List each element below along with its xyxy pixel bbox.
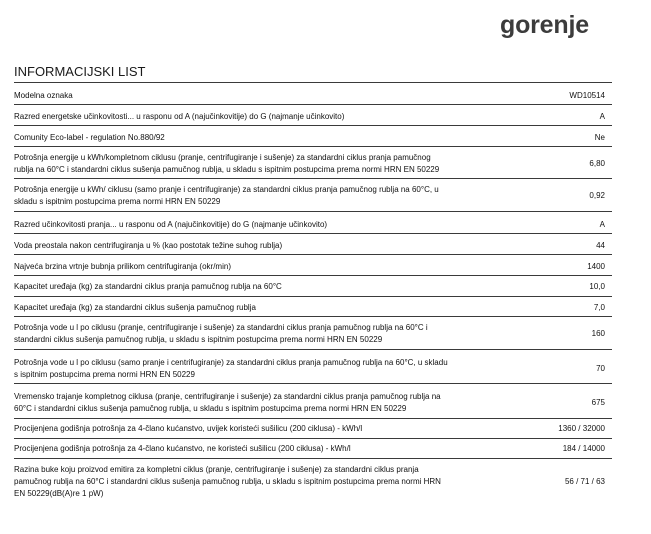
spec-value: Ne xyxy=(594,133,605,142)
spec-label-line: Vremensko trajanje kompletnog ciklusa (pranje, centrifugiranje i sušenje) za standardni ciklus pranja pamučnog rublja na xyxy=(14,392,441,401)
spec-value: 7,0 xyxy=(593,303,605,312)
spec-label-line: pamučnog rublja na 60°C i standardni ciklus sušenja pamučnog rublja, u skladu s ispitnim postupcima prema normi HRN xyxy=(14,476,441,486)
row-eco-label xyxy=(14,126,612,147)
spec-label-line: 60°C i standardni ciklus sušenja pamučnog rublja, u skladu s ispitnim postupcima prema normi HRN EN 50229 xyxy=(14,404,407,413)
row-model-designation xyxy=(14,83,612,105)
spec-label-line: standardni ciklus sušenja pamučnog rublja, u skladu s ispitnim postupcima prema normi HRN EN 50229 xyxy=(14,335,383,344)
spec-label-line: Voda preostala nakon centrifugiranja u % (kao postotak težine suhog rublja) xyxy=(14,241,283,250)
row-water-consumption-wash-only xyxy=(14,350,612,384)
spec-label-line: Kapacitet uređaja (kg) za standardni ciklus pranja pamučnog rublja na 60°C xyxy=(14,282,282,291)
spec-value: 0,92 xyxy=(589,191,605,200)
spec-table xyxy=(14,83,612,501)
spec-label xyxy=(14,152,589,176)
spec-label xyxy=(14,464,565,500)
spec-value: 1360 / 32000 xyxy=(558,424,605,433)
spec-label-line: Potrošnja energije u kWh/ ciklusu (samo pranje i centrifugiranje) za standardni ciklus pranja pamučnog rublja na 60°C, u xyxy=(14,185,439,194)
spec-label-line: Potrošnja vode u l po ciklusu (pranje, centrifugiranje i sušenje) za standardni ciklus pranja pamučnog rublja na 60°C i xyxy=(14,323,428,332)
spec-value: 1400 xyxy=(587,262,605,271)
gorenje-logo: gorenje xyxy=(500,11,589,39)
row-energy-consumption-full-cycle xyxy=(14,147,612,179)
spec-label xyxy=(14,261,587,273)
spec-value: 10,0 xyxy=(589,282,605,291)
row-energy-efficiency-class xyxy=(14,105,612,126)
row-drying-capacity xyxy=(14,297,612,317)
spec-label-line: Comunity Eco-label - regulation No.880/92 xyxy=(14,133,165,142)
spec-label xyxy=(14,357,596,381)
spec-value: A xyxy=(599,112,605,121)
spec-label-line: Razina buke koju proizvod emitira za kompletni ciklus (pranje, centrifugiranje i sušenje) za standardni ciklus pranja xyxy=(14,464,419,474)
spec-label xyxy=(14,322,592,346)
row-water-consumption-full-cycle xyxy=(14,317,612,350)
spec-value: WD10514 xyxy=(569,91,605,100)
spec-label-line: Kapacitet uređaja (kg) za standardni ciklus sušenja pamučnog rublja xyxy=(14,303,256,312)
row-remaining-moisture xyxy=(14,234,612,255)
spec-value: 160 xyxy=(591,329,605,338)
spec-label xyxy=(14,111,600,123)
spec-label-line: Razred energetske učinkovitosti... u rasponu od A (najučinkovitije) do G (najmanje učinkovito) xyxy=(14,112,345,121)
spec-label xyxy=(14,90,569,102)
spec-label xyxy=(14,443,563,455)
row-energy-consumption-wash-only xyxy=(14,179,612,212)
spec-label xyxy=(14,423,558,435)
spec-value: 675 xyxy=(591,398,605,407)
spec-label-line: Procijenjena godišnja potrošnja za 4-člano kućanstvo, uvijek koristeći sušilicu (200 ciklusa) - kWh/l xyxy=(14,424,363,433)
information-sheet xyxy=(14,60,612,501)
spec-value: 70 xyxy=(596,364,605,373)
spec-label-line: Potrošnja vode u l po ciklusu (samo pranje i centrifugiranje) za standardni ciklus pranja pamučnog rublja na 60°C, u skladu xyxy=(14,358,448,367)
spec-label-line: skladu s ispitnim postupcima prema normi HRN EN 50229 xyxy=(14,197,221,206)
spec-value: 184 / 14000 xyxy=(562,444,605,453)
row-washing-capacity xyxy=(14,276,612,297)
spec-label-line: s ispitnim postupcima prema normi HRN EN 50229 xyxy=(14,370,195,379)
spec-label xyxy=(14,302,594,314)
spec-label xyxy=(14,240,596,252)
spec-label xyxy=(14,132,595,144)
spec-label-line: Modelna oznaka xyxy=(14,91,73,100)
spec-label xyxy=(14,219,600,231)
spec-value: 56 / 71 / 63 xyxy=(564,476,605,486)
spec-value: 6,80 xyxy=(589,159,605,168)
spec-label xyxy=(14,184,589,208)
spec-label-line: rublja na 60°C i standardni ciklus sušenja pamučnog rublja, u skladu s ispitnim postupcima prema normi HRN EN 50229 xyxy=(14,165,440,174)
spec-label xyxy=(14,391,592,415)
row-max-spin-speed xyxy=(14,255,612,276)
row-washing-efficiency-class xyxy=(14,212,612,234)
spec-label-line: Potrošnja energije u kWh/kompletnom ciklusu (pranje, centrifugiranje i sušenje) za standardni ciklus pranja pamučnog xyxy=(14,153,431,162)
row-full-cycle-duration xyxy=(14,384,612,419)
spec-label xyxy=(14,281,589,293)
sheet-title: INFORMACIJSKI LIST xyxy=(14,60,612,83)
spec-value: 44 xyxy=(596,241,605,250)
spec-value: A xyxy=(599,220,605,229)
spec-label-line: Procijenjena godišnja potrošnja za 4-člano kućanstvo, ne koristeći sušilicu (200 ciklusa) - kWh/l xyxy=(14,444,351,453)
spec-label-line: Najveća brzina vrtnje bubnja prilikom centrifugiranja (okr/min) xyxy=(14,262,231,271)
spec-label-line: EN 50229(dB(A)re 1 pW) xyxy=(14,488,104,498)
row-annual-consumption-without-dryer xyxy=(14,439,612,459)
row-annual-consumption-with-dryer xyxy=(14,419,612,439)
spec-label-line: Razred učinkovitosti pranja... u rasponu od A (najučinkovitije) do G (najmanje učinkovito) xyxy=(14,220,328,229)
row-noise-level xyxy=(14,459,612,501)
